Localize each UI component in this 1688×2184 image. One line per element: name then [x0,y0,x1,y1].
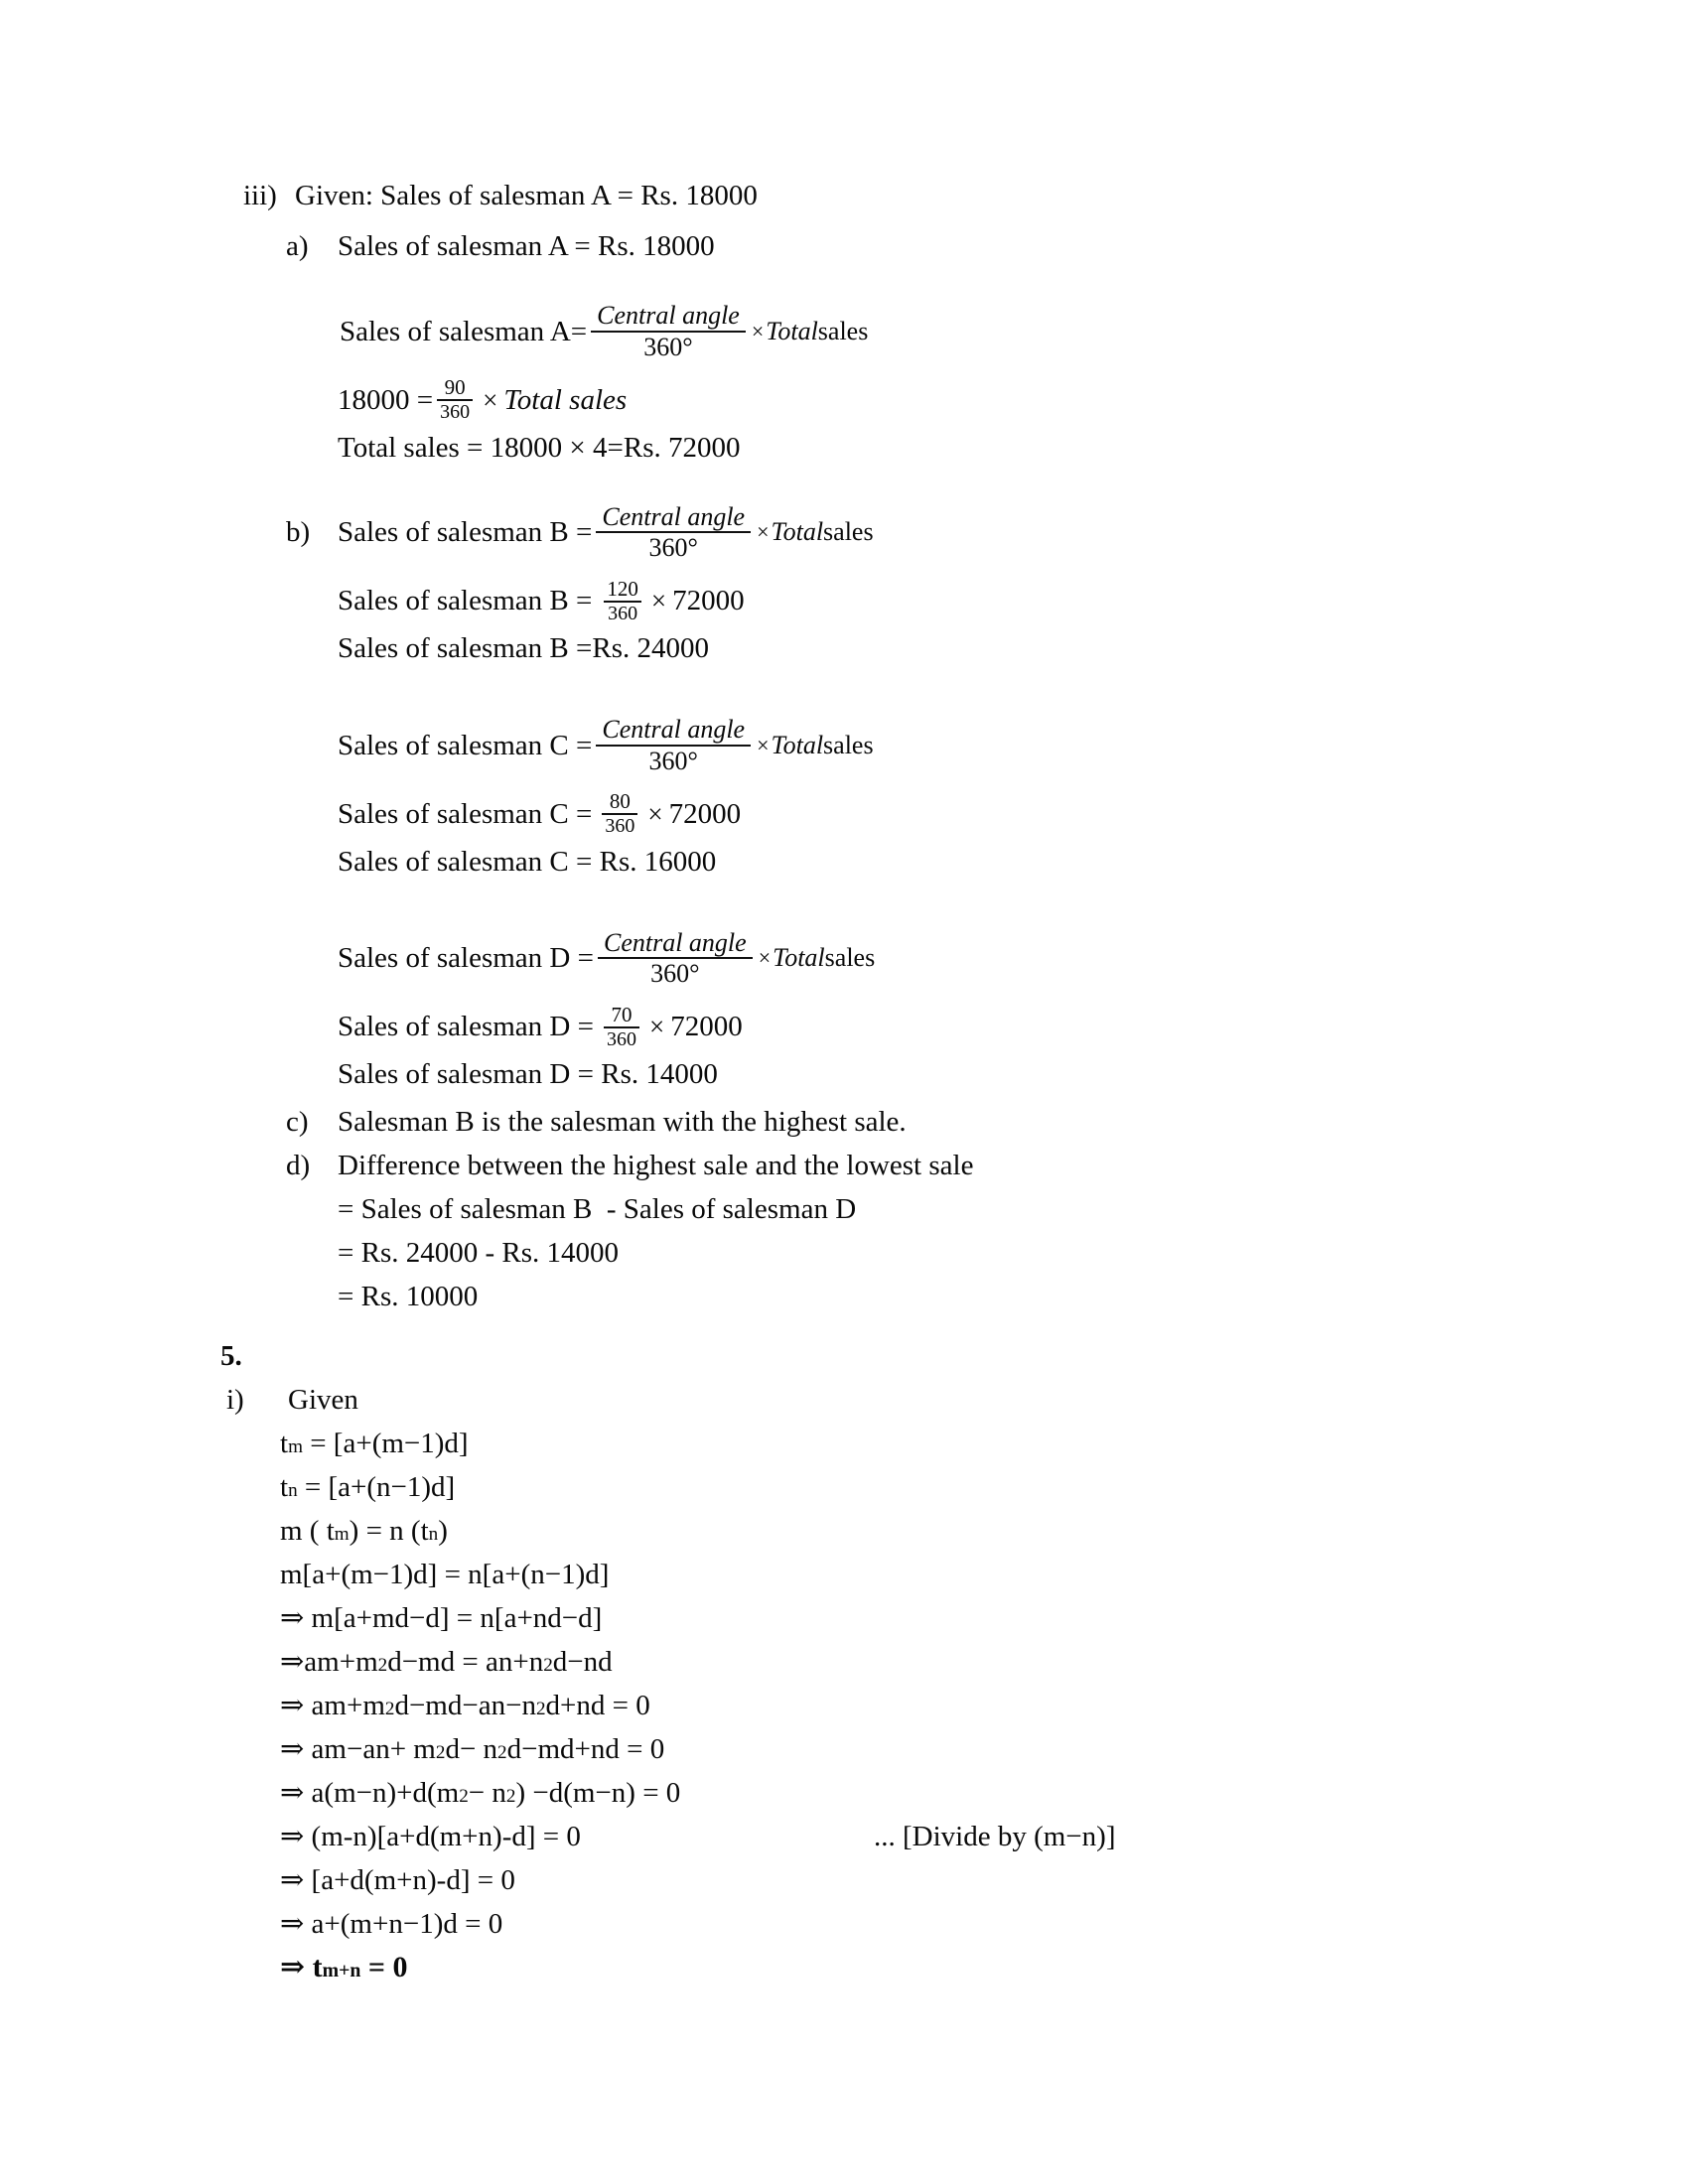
fraction-numerator: Central angle [602,715,746,745]
step-m-tm-a: m ( t [280,1515,335,1548]
step-sq1-c: d−nd [552,1646,613,1679]
fraction-numerator: Central angle [603,927,747,957]
step-bracket-text: ⇒ [a+d(m+n)-d] = 0 [280,1864,515,1897]
item-c-formula-tail-plain: sales [823,730,874,759]
fraction-numerator: 90 [444,375,466,400]
section-5-given-label: Given [288,1384,358,1417]
step-sq3-a: ⇒ am−an+ m [280,1733,436,1766]
fraction-denominator: 360° [650,959,700,989]
item-c-row [0,1100,1688,1144]
item-d-formula-tail-plain: sales [824,943,876,973]
item-b-result-text: Sales of salesman B =Rs. 24000 [338,632,709,665]
step-sq3-row: ⇒ am−an+ m 2 d− n 2 d−md+nd = 0 [0,1727,1688,1771]
item-d-line3-row [0,1231,1688,1275]
fraction-numerator: Central angle [597,301,740,330]
list-marker-a: a) [286,230,309,262]
fraction-denominator: 360 [606,1027,636,1050]
central-angle-fraction-c [596,716,751,774]
item-d-line2-row [0,1187,1688,1231]
item-c-formula-tail-italic: Total [771,730,824,759]
item-a-eq-lead: 18000 = [338,383,434,416]
item-b-formula-tail-italic: Total [771,517,824,547]
item-a-eq-tail: Total sales [503,383,628,416]
central-angle-fraction-a [591,302,746,360]
step-tm-post: = [a+(m−1)d] [302,1428,469,1460]
step-tn-post: = [a+(n−1)d] [297,1471,456,1504]
step-bracket-row [0,1858,1688,1902]
step-m-tm-c: ) [438,1515,448,1548]
item-d-formula-lead: Sales of salesman D = [338,942,594,975]
step-tm-row: t m = [a+(m−1)d] [0,1422,1688,1465]
step-md-text: ⇒ m[a+md−d] = n[a+nd−d] [280,1602,603,1635]
step-tm-pre: t [280,1428,289,1460]
item-c-calc-value: 72000 [668,797,742,830]
multiply-icon: × [757,732,770,757]
central-angle-fraction-d [598,929,753,988]
step-tn-pre: t [280,1471,289,1504]
spacer [0,360,1688,376]
multiply-icon: × [647,798,663,829]
eighty-over-360-fraction [602,790,637,837]
item-d-formula-tail-italic: Total [773,943,825,973]
step-final-eq-text: ⇒ a+(m+n−1)d = 0 [280,1908,503,1941]
fraction-numerator: Central angle [602,501,746,531]
spacer [0,562,1688,578]
step-common-row [0,1815,1688,1858]
item-d-line2: = Sales of salesman B - Sales of salesman D [338,1193,857,1226]
central-angle-fraction-b [596,503,751,562]
step-factor-c: ) −d(m−n) = 0 [515,1777,681,1810]
step-expand-text: m[a+(m−1)d] = n[a+(n−1)d] [280,1559,610,1591]
section-iii-given-row [0,174,1688,217]
item-c-result-row [0,840,1688,884]
item-d-calc-row [0,1004,1688,1050]
step-tn-row: t n = [a+(n−1)d] [0,1465,1688,1509]
item-b-formula-lead: Sales of salesman B = [338,516,593,549]
section-iii-given-text: Given: Sales of salesman A = Rs. 18000 [295,180,758,211]
step-m-tm-row: m ( t m ) = n (t n ) [0,1509,1688,1553]
step-sq3-c: d−md+nd = 0 [506,1733,665,1766]
multiply-icon: × [650,586,667,616]
fraction-denominator: 360 [440,401,471,424]
item-a-line1: Sales of salesman A = Rs. 18000 [338,230,715,262]
step-conclusion-post: = 0 [360,1951,408,1984]
step-conclusion-pre: ⇒ t [280,1951,323,1984]
spacer [0,670,1688,716]
multiply-icon: × [483,384,498,415]
item-d-result-row [0,1052,1688,1096]
item-d-calc-lead: Sales of salesman D = [338,1011,594,1043]
list-marker-c: c) [286,1106,309,1139]
list-marker-iii: iii) [243,180,277,211]
fraction-numerator: 80 [609,789,631,814]
item-a-row [0,224,1688,268]
item-d-calc-value: 72000 [670,1011,743,1043]
item-a-formula-tail-italic: Total [766,316,818,345]
list-marker-d: d) [286,1150,311,1182]
fraction-numerator: 120 [607,576,638,601]
item-a-formula-row [0,302,1688,360]
item-a-total-row [0,426,1688,470]
item-d-line4-row [0,1275,1688,1318]
list-marker-b: b) [286,516,311,549]
spacer [0,774,1688,790]
item-d-line4: = Rs. 10000 [338,1281,479,1313]
step-m-tm-b: ) = n (t [349,1515,429,1548]
seventy-over-360-fraction [604,1004,639,1050]
multiply-icon: × [751,318,765,343]
section-5-item-i-row [0,1378,1688,1422]
item-b-result-row [0,626,1688,670]
item-c-formula-lead: Sales of salesman C = [338,729,593,761]
step-md-row [0,1596,1688,1640]
item-b-calc-row [0,578,1688,624]
fraction-denominator: 360° [648,746,698,775]
fraction-denominator: 360 [605,815,635,838]
step-sq1-a: ⇒am+m [280,1646,378,1679]
spacer [0,884,1688,929]
item-c-calc-lead: Sales of salesman C = [338,797,593,830]
ninety-over-360-fraction [437,376,473,423]
divide-note: ... [Divide by (m−n)] [874,1821,1116,1853]
spacer [0,470,1688,503]
item-a-equation-row [0,376,1688,423]
fraction-numerator: 70 [611,1002,633,1026]
item-c-calc-row [0,790,1688,837]
step-conclusion-row: ⇒ t m+n = 0 [0,1946,1688,1989]
section-5-number: 5. [220,1340,242,1373]
step-factor-a: ⇒ a(m−n)+d(m [280,1777,460,1810]
step-factor-b: − n [468,1777,506,1810]
step-sq1-b: d−md = an+n [387,1646,544,1679]
step-sq2-a: ⇒ am+m [280,1690,385,1722]
one-twenty-over-360-fraction [604,578,641,624]
step-factor-row: ⇒ a(m−n)+d(m 2 − n 2 ) −d(m−n) = 0 [0,1771,1688,1815]
fraction-denominator: 360 [608,602,638,624]
list-marker-i: i) [226,1384,244,1417]
section-5-number-row [0,1334,1688,1378]
step-expand-row [0,1553,1688,1596]
item-a-total-text: Total sales = 18000 × 4=Rs. 72000 [338,431,741,464]
step-final-eq-row [0,1902,1688,1946]
multiply-icon: × [757,519,770,545]
multiply-icon: × [648,1012,665,1042]
spacer [0,988,1688,1004]
spacer [0,268,1688,302]
step-sq2-row: ⇒ am+m 2 d−md−an−n 2 d+nd = 0 [0,1684,1688,1727]
item-a-formula-tail-plain: sales [817,316,869,345]
item-c-result-text: Sales of salesman C = Rs. 16000 [338,845,717,878]
item-a-formula-lead: Sales of salesman A= [340,315,588,347]
item-d-row [0,1144,1688,1187]
item-d-line3: = Rs. 24000 - Rs. 14000 [338,1237,620,1270]
item-c-formula-row [0,716,1688,774]
step-common-text: ⇒ (m-n)[a+d(m+n)-d] = 0 [280,1821,581,1853]
item-b-formula-tail-plain: sales [823,517,874,547]
multiply-icon: × [758,945,772,971]
item-b-calc-value: 72000 [672,585,745,617]
item-b-formula-row [0,503,1688,562]
item-d-formula-row [0,929,1688,988]
step-sq3-b: d− n [445,1733,498,1766]
step-sq1-row: ⇒am+m 2 d−md = an+n 2 d−nd [0,1640,1688,1684]
item-c-line1: Salesman B is the salesman with the highest sale. [338,1106,907,1139]
item-b-calc-lead: Sales of salesman B = [338,585,593,617]
spacer [0,1318,1688,1334]
fraction-denominator: 360° [648,533,698,563]
item-d-result-text: Sales of salesman D = Rs. 14000 [338,1058,718,1091]
fraction-denominator: 360° [643,332,693,361]
item-d-line1: Difference between the highest sale and the lowest sale [338,1150,974,1182]
step-sq2-b: d−md−an−n [394,1690,536,1722]
step-sq2-c: d+nd = 0 [545,1690,650,1722]
